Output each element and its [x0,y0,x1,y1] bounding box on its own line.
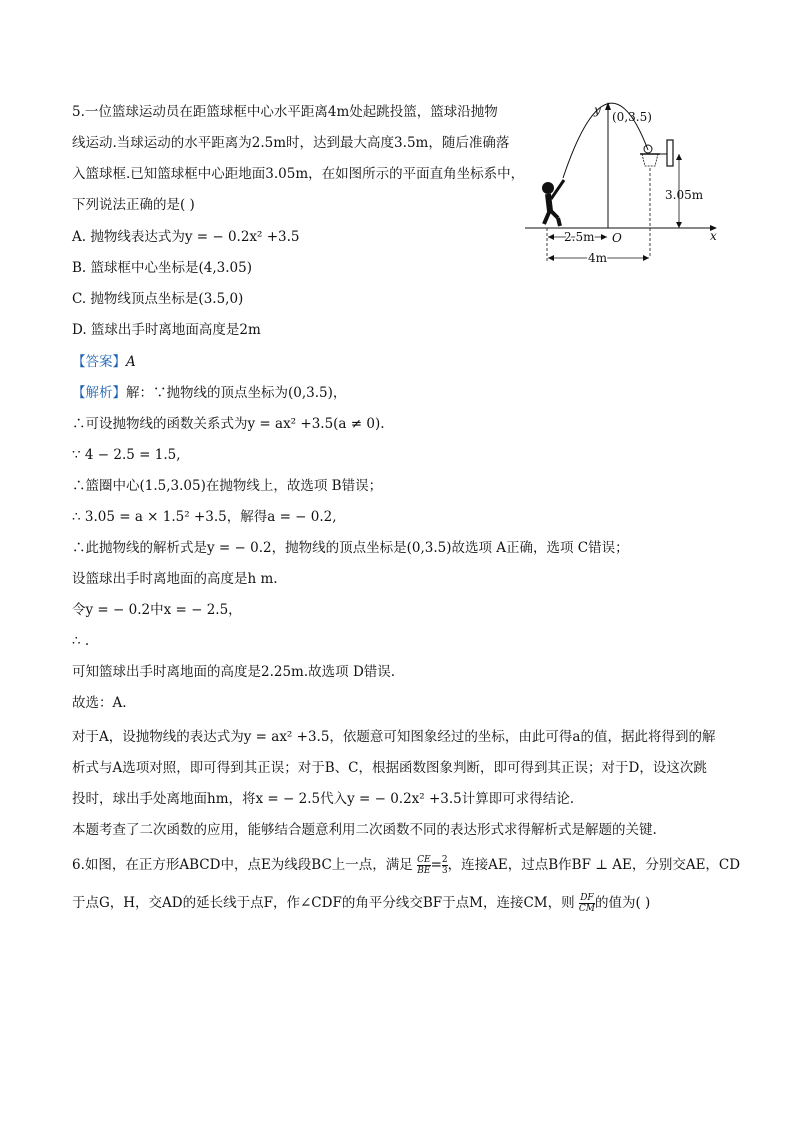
fraction-denominator: 3 [441,866,448,876]
player-figure [542,180,564,226]
q6-text-1b: ，连接AE，过点B作BF ⊥ AE，分别交AE，CD [447,857,741,873]
analysis-line-13: 析式与A选项对照，即可得到其正误；对于B、C，根据函数图象判断，即可得到其正误；对于D，设这次跳 [72,760,707,776]
q6-text-1a: 6.如图，在正方形ABCD中，点E为线段BC上一点，满足 [72,857,413,873]
q6-fraction-ce-be [417,855,430,876]
analysis-line-12: 对于A，设抛物线的表达式为y = ax² +3.5，依题意可知图象经过的坐标，由此可得a的值，据此将得到的解 [72,729,716,745]
basketball-figure [520,96,750,271]
distance-4-arrow-left [548,255,554,261]
analysis-text: 解：∵抛物线的顶点坐标为(0,3.5)， [126,385,347,401]
analysis-line-10: 可知篮球出手时离地面的高度是2.25m.故选项 D错误. [72,664,396,680]
fraction-numerator: CE [417,855,431,865]
answer-value: A [126,354,136,370]
q5-option-a: A. 抛物线表达式为y = − 0.2x² +3.5 [72,229,300,245]
q5-stem-line-4: 下列说法正确的是( ) [72,197,195,213]
analysis-line-3: ∵ 4 − 2.5 = 1.5, [72,447,181,463]
q5-stem-line-1: 5.一位篮球运动员在距篮球框中心水平距离4m处起跳投篮，篮球沿抛物 [72,104,498,120]
q5-option-c: C. 抛物线顶点坐标是(3.5,0) [72,291,244,307]
q6-text-2b: 的值为( ) [595,895,651,911]
analysis-line-1 [72,383,346,403]
q5-option-d: D. 篮球出手时离地面高度是2m [72,322,261,338]
q6-line-1 [72,855,740,876]
height-arrow-top [676,154,682,160]
answer-row [72,352,136,372]
height-arrow-bottom [676,222,682,228]
distance-2-5-arrow-left [548,234,554,240]
analysis-line-8: 令y = − 0.2中x = − 2.5， [72,602,242,618]
analysis-label: 【解析】 [72,385,126,401]
analysis-line-7: 设篮球出手时离地面的高度是h m. [72,571,278,587]
answer-label: 【答案】 [72,354,126,370]
q5-stem-line-3: 入篮球框.已知篮球框中心距地面3.05m，在如图所示的平面直角坐标系中， [72,166,525,182]
distance-4-arrow-right [643,255,649,261]
fraction-numerator: 2 [441,855,448,865]
fraction-denominator: BE [417,866,431,876]
backboard [667,140,673,166]
fraction-numerator: DF [580,893,594,903]
equals-sign: = [430,857,442,873]
q5-option-b: B. 篮球框中心坐标是(4,3.05) [72,260,252,276]
height-label: 3.05m [665,188,704,202]
y-axis-label: y [594,103,601,117]
q6-fraction-df-cm [579,893,595,914]
analysis-line-15: 本题考查了二次函数的应用，能够结合题意利用二次函数不同的表达形式求得解析式是解题的关键. [72,822,657,838]
x-axis-label: x [710,229,717,243]
fraction-denominator: CM [578,904,595,914]
analysis-line-9: ∴ . [72,633,90,649]
q5-stem-line-2: 线运动.当球运动的水平距离为2.5m时，达到最大高度3.5m，随后准确落 [72,135,510,151]
q6-line-2 [72,893,650,914]
analysis-line-11: 故选：A. [72,695,127,711]
hoop-net [642,154,658,166]
analysis-line-6: ∴此抛物线的解析式是y = − 0.2，抛物线的顶点坐标是(0,3.5)故选项 A正确，选项 C错误； [72,540,629,556]
analysis-line-2: ∴可设抛物线的函数关系式为y = ax² +3.5(a ≠ 0). [72,416,385,432]
distance-4-label: 4m [588,251,608,265]
distance-2-5-arrow-right [601,234,607,240]
distance-2-5-label: 2.5m [564,230,595,244]
q6-text-2a: 于点G，H，交AD的延长线于点F，作∠CDF的角平分线交BF于点M，连接CM，则 [72,895,575,911]
analysis-line-5: ∴ 3.05 = a × 1.5² +3.5，解得a = − 0.2, [72,509,337,525]
analysis-line-14: 投时，球出手处离地面hm，将x = − 2.5代入y = − 0.2x² +3.5计算即可求得结论. [72,791,575,807]
analysis-line-4: ∴篮圈中心(1.5,3.05)在抛物线上，故选项 B错误； [72,478,383,494]
vertex-label: (0,3.5) [612,110,652,124]
origin-label: O [612,231,622,245]
